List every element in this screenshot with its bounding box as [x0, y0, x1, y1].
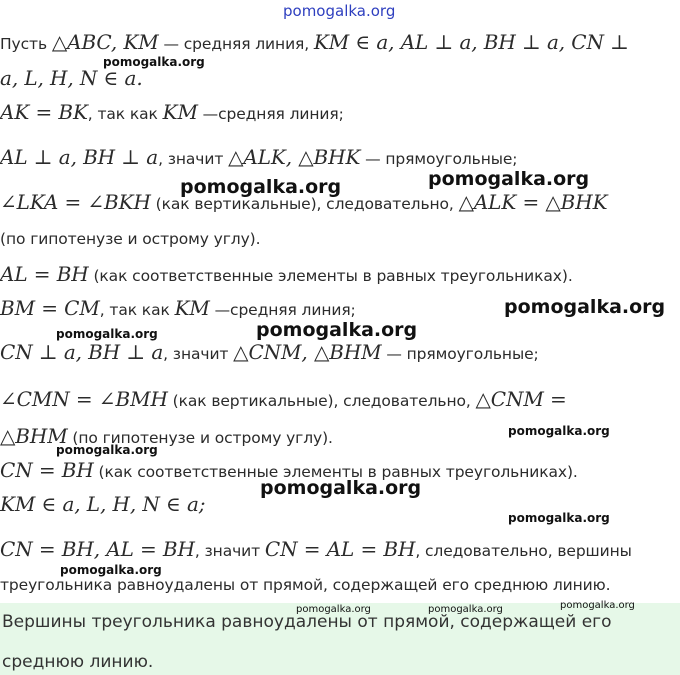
- proof-text-fragment: , следовательно, вершины: [415, 542, 632, 560]
- proof-text-fragment: — средняя линия,: [158, 35, 314, 53]
- math-expression: AL ⊥ a, BH ⊥ a: [0, 145, 159, 169]
- math-expression: ∠CMN = ∠BMH: [0, 387, 168, 411]
- proof-text-fragment: (как вертикальные), следовательно,: [167, 392, 476, 410]
- math-expression: △BHM: [0, 424, 68, 448]
- proof-line: [0, 576, 680, 594]
- math-expression: KM: [174, 296, 210, 320]
- proof-line: [0, 100, 680, 124]
- math-expression: KM ∈ a, L, H, N ∈ a;: [0, 492, 206, 516]
- proof-line: [0, 537, 680, 561]
- proof-text-fragment: , значит: [158, 150, 229, 168]
- proof-line: [0, 66, 680, 90]
- proof-text-fragment: , так как: [87, 105, 163, 123]
- watermark: pomogalka.org: [56, 443, 158, 457]
- proof-line: [0, 230, 680, 248]
- math-expression: △ABC, KM: [51, 30, 159, 54]
- proof-text-fragment: — прямоугольные;: [381, 345, 539, 363]
- math-expression: BM = CM: [0, 296, 100, 320]
- watermark: pomogalka.org: [428, 168, 590, 190]
- answer-line-2: среднюю линию.: [2, 652, 154, 672]
- watermark: pomogalka.org: [56, 327, 158, 341]
- proof-line: [0, 145, 680, 169]
- math-expression: CN = BH, AL = BH: [0, 537, 195, 561]
- watermark: pomogalka.org: [508, 511, 610, 525]
- math-expression: ∠LKA = ∠BKH: [0, 190, 151, 214]
- watermark: pomogalka.org: [560, 600, 635, 611]
- math-expression: CN = BH: [0, 458, 94, 482]
- watermark: pomogalka.org: [428, 604, 503, 615]
- math-expression: AL = BH: [0, 262, 89, 286]
- site-link[interactable]: pomogalka.org: [283, 2, 396, 20]
- watermark: pomogalka.org: [504, 296, 666, 318]
- watermark: pomogalka.org: [260, 477, 422, 499]
- math-expression: △ALK, △BHK: [228, 145, 361, 169]
- proof-line: [0, 387, 680, 411]
- math-expression: a, L, H, N ∈ a.: [0, 66, 143, 90]
- proof-text-fragment: (как вертикальные), следовательно,: [150, 195, 459, 213]
- proof-text-fragment: , значит: [163, 345, 234, 363]
- watermark: pomogalka.org: [256, 319, 418, 341]
- math-expression: AK = BK: [0, 100, 88, 124]
- watermark: pomogalka.org: [180, 176, 342, 198]
- math-expression: CN ⊥ a, BH ⊥ a: [0, 340, 164, 364]
- math-expression: KM: [162, 100, 198, 124]
- math-expression: △CNM, △BHM: [233, 340, 382, 364]
- proof-text-fragment: Пусть: [0, 35, 52, 53]
- proof-text-fragment: (по гипотенузе и острому углу).: [67, 429, 333, 447]
- proof-text-fragment: (как соответственные элементы в равных треугольниках).: [88, 267, 573, 285]
- proof-text-fragment: — прямоугольные;: [360, 150, 518, 168]
- proof-text-fragment: треугольника равноудалены от прямой, содержащей его среднюю линию.: [0, 576, 611, 594]
- watermark: pomogalka.org: [60, 563, 162, 577]
- proof-text-fragment: —средняя линия;: [209, 301, 356, 319]
- math-expression: △CNM =: [475, 387, 567, 411]
- watermark: pomogalka.org: [508, 424, 610, 438]
- math-expression: KM ∈ a, AL ⊥ a, BH ⊥ a, CN ⊥: [313, 30, 629, 54]
- proof-text-fragment: , так как: [99, 301, 175, 319]
- answer-line-1: Вершины треугольника равноудалены от прямой, содержащей его: [2, 612, 612, 632]
- proof-line: [0, 340, 680, 364]
- watermark: pomogalka.org: [296, 604, 371, 615]
- proof-text-fragment: (как соответственные элементы в равных треугольниках).: [93, 463, 578, 481]
- proof-text-fragment: , значит: [194, 542, 265, 560]
- math-expression: △ALK = △BHK: [458, 190, 608, 214]
- proof-text-fragment: —средняя линия;: [197, 105, 344, 123]
- proof-text-fragment: (по гипотенузе и острому углу).: [0, 230, 261, 248]
- proof-line: [0, 262, 680, 286]
- math-expression: CN = AL = BH: [264, 537, 416, 561]
- watermark: pomogalka.org: [103, 55, 205, 69]
- proof-line: [0, 30, 680, 54]
